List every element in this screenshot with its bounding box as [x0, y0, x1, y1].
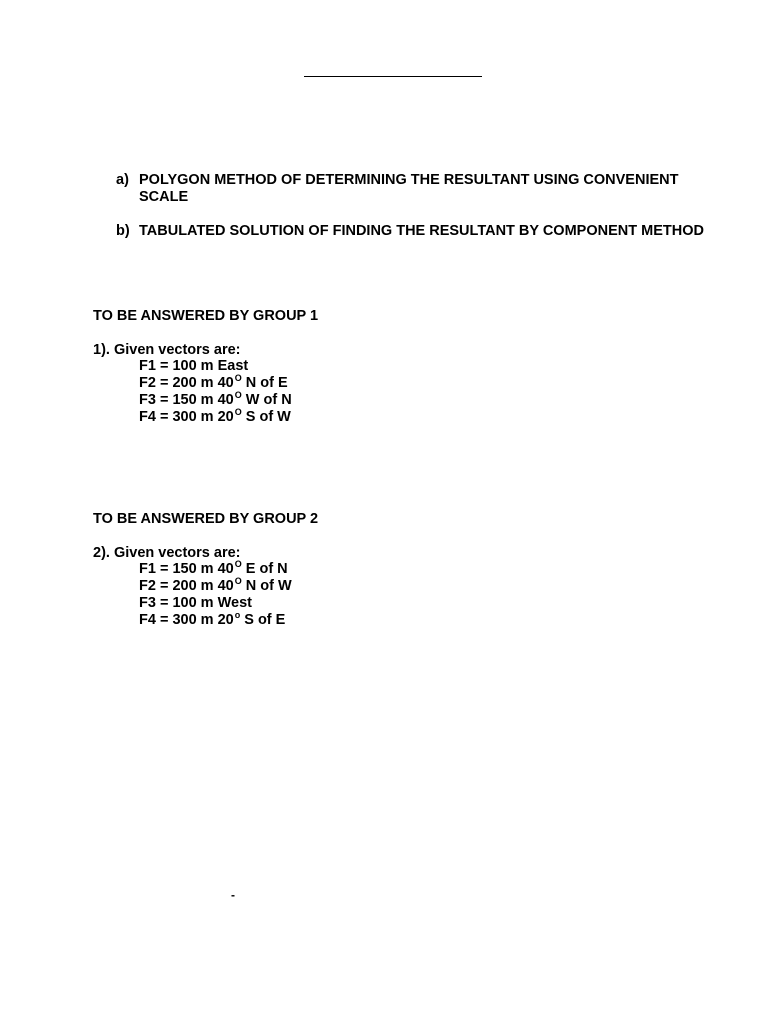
vector-direction: N of W [241, 578, 292, 594]
group1-vector-f4 [139, 409, 291, 427]
group2-vector-f2 [139, 578, 292, 596]
group2-vector-f4 [139, 612, 285, 630]
vector-text: F4 = 300 m 20 [139, 409, 234, 425]
degree-mark: O [234, 373, 242, 383]
degree-mark: O [234, 407, 242, 417]
vector-text: F2 = 200 m 40 [139, 375, 234, 391]
vector-direction: W of N [241, 392, 292, 408]
group1-vector-f2 [139, 375, 288, 393]
group1-heading: TO BE ANSWERED BY GROUP 1 [93, 308, 319, 324]
vector-text: F3 = 150 m 40 [139, 392, 234, 408]
group2-heading: TO BE ANSWERED BY GROUP 2 [93, 511, 319, 527]
vector-text: F1 = 100 m East [139, 358, 249, 374]
top-rule [304, 76, 482, 77]
degree-mark: O [234, 390, 242, 400]
vector-direction: E of N [241, 561, 288, 577]
group2-vector-f1 [139, 561, 288, 579]
group1-vector-f1 [139, 358, 249, 376]
group1-intro: 1). Given vectors are: [93, 342, 241, 358]
vector-text: F4 = 300 m 20 [139, 612, 234, 628]
footer-mark: - [231, 888, 235, 902]
group1-vector-f3 [139, 392, 292, 410]
list-marker: b) [116, 223, 130, 239]
list-text: POLYGON METHOD OF DETERMINING THE RESULTANT USING CONVENIENT SCALE [139, 172, 679, 205]
list-marker: a) [116, 172, 129, 188]
vector-text: F1 = 150 m 40 [139, 561, 234, 577]
vector-text: F3 = 100 m West [139, 595, 252, 611]
vector-direction: S of W [241, 409, 291, 425]
degree-mark: O [234, 559, 242, 569]
vector-direction: N of E [241, 375, 288, 391]
degree-mark: O [234, 576, 242, 586]
vector-text: F2 = 200 m 40 [139, 578, 234, 594]
degree-mark: o [234, 610, 241, 620]
vector-direction: S of E [240, 612, 286, 628]
group2-intro: 2). Given vectors are: [93, 545, 241, 561]
list-text: TABULATED SOLUTION OF FINDING THE RESULTANT BY COMPONENT METHOD [139, 223, 704, 239]
